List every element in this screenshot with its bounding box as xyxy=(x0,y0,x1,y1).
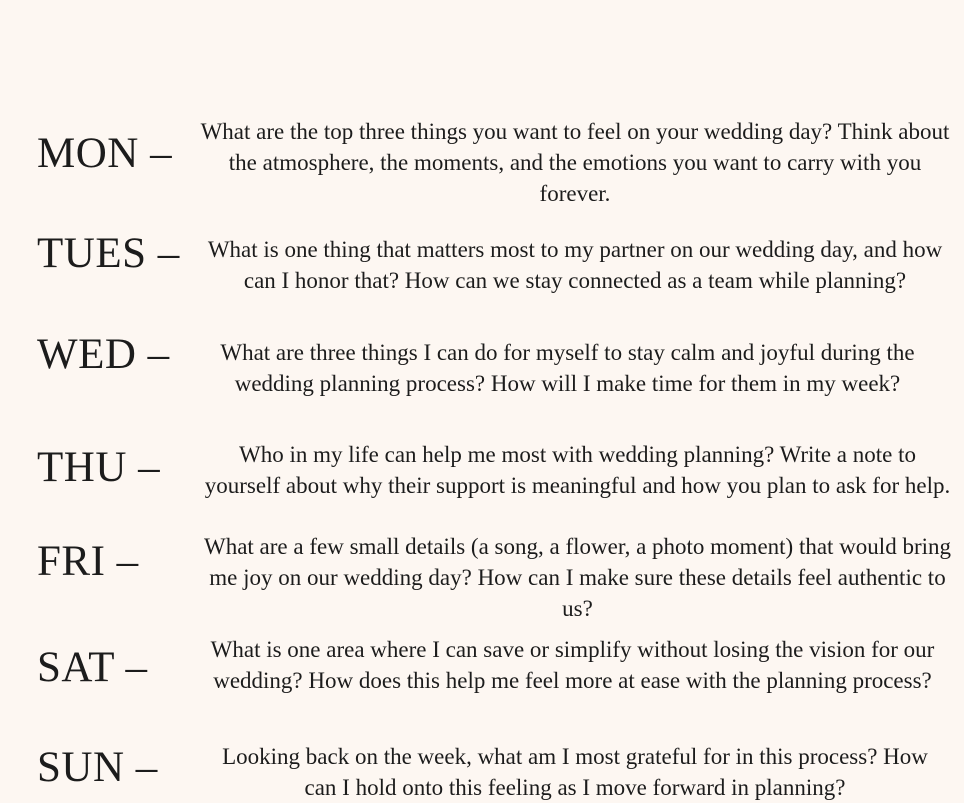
day-label-fri: FRI – xyxy=(37,538,139,585)
day-label-tues: TUES – xyxy=(37,230,180,277)
day-label-thu: THU – xyxy=(37,444,161,491)
prompt-sat: What is one area where I can save or simplify without losing the vision for our wedding? How does this help me feel more at ease with the planning process? xyxy=(210,637,935,693)
prompt-mon: What are the top three things you want to feel on your wedding day? Think about the atmosphere, the moments, and the emotions you want to carry with you forever. xyxy=(200,119,950,206)
day-label-wed: WED – xyxy=(37,331,170,378)
prompt-thu: Who in my life can help me most with wedding planning? Write a note to yourself about why their support is meaningful and how you plan to ask for help. xyxy=(204,442,951,498)
prompt-tues: What is one thing that matters most to my partner on our wedding day, and how can I honor that? How can we stay connected as a team while planning? xyxy=(207,237,943,293)
prompt-sun: Looking back on the week, what am I most grateful for in this process? How can I hold onto this feeling as I move forward in planning? xyxy=(222,744,928,800)
day-label-sun: SUN – xyxy=(37,744,158,791)
day-label-sat: SAT – xyxy=(37,644,148,691)
prompt-wed: What are three things I can do for myself to stay calm and joyful during the wedding planning process? How will I make time for them in my week? xyxy=(220,340,915,396)
prompt-fri: What are a few small details (a song, a flower, a photo moment) that would bring me joy on our wedding day? How can I make sure these details feel authentic to us? xyxy=(204,534,951,621)
day-label-mon: MON – xyxy=(37,130,173,177)
